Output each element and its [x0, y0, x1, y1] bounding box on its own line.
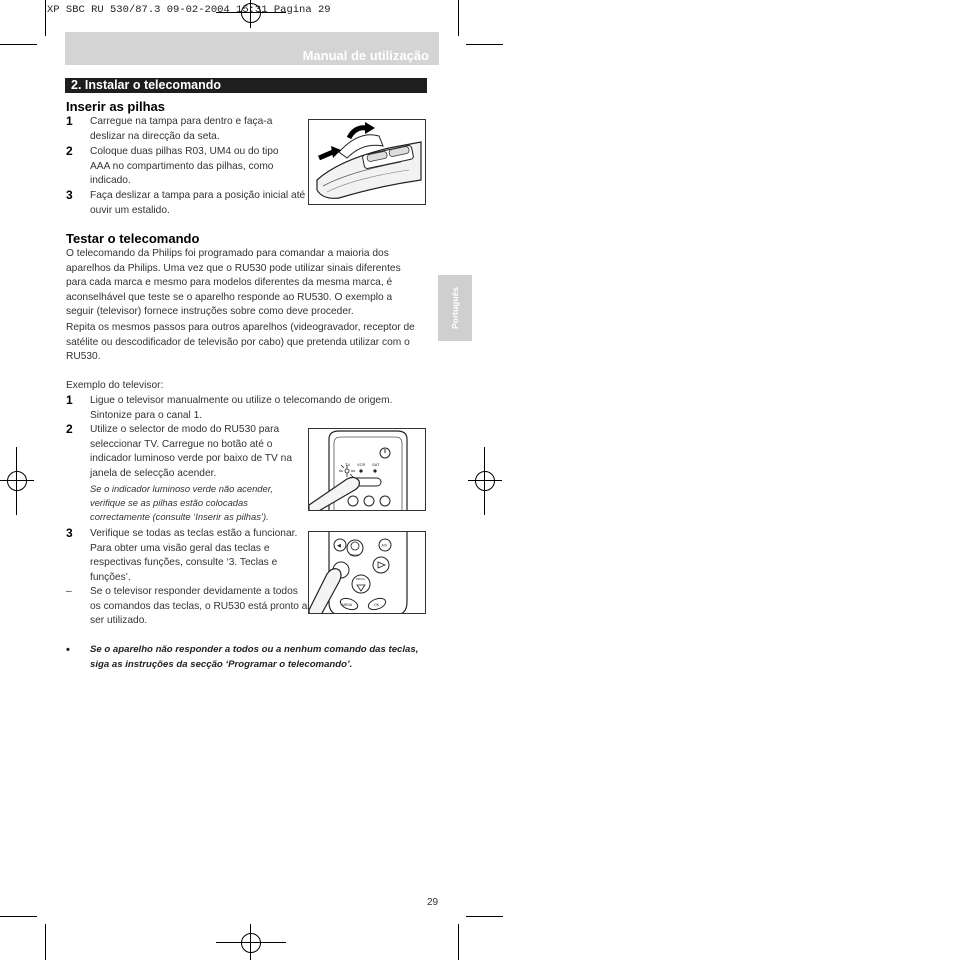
crop-mark — [458, 924, 459, 960]
step-number: 1 — [66, 114, 73, 128]
av-key-label: A/V — [381, 543, 388, 548]
heading-inserir: Inserir as pilhas — [66, 99, 165, 114]
dash-text: Se o televisor responder devidamente a todos os comandos das teclas, o RU530 está pronto a ser utilizado. — [90, 586, 308, 626]
language-tab — [438, 275, 472, 341]
step-note-italic: Se o indicador luminoso verde não acender, verifique se as pilhas estão colocadas correctamente (consulte ‘Inserir as pilhas’). — [90, 483, 273, 522]
navigation-keys-illustration — [308, 531, 426, 614]
page-number: 29 — [427, 897, 439, 908]
heading-testar: Testar o telecomando — [66, 231, 200, 246]
step-number: 3 — [66, 188, 73, 202]
crop-mark — [466, 916, 503, 917]
note-bullet: • — [66, 644, 70, 656]
battery-insertion-illustration — [308, 119, 426, 205]
step-text: Utilize o selector de modo do RU530 para seleccionar TV. Carregue no botão até o indicador luminoso verde por baixo de TV na janela de selecção acender. — [90, 424, 292, 479]
step-text: Carregue na tampa para dentro e faça-a deslizar na direcção da seta. — [90, 116, 273, 142]
step-number: 1 — [66, 393, 73, 407]
mode-label-sat: SAT — [372, 462, 380, 467]
step-number: 3 — [66, 526, 73, 540]
step-text: Faça deslizar a tampa para a posição inicial até ouvir um estalido. — [90, 190, 306, 216]
step-text: Coloque duas pilhas R03, UM4 ou do tipo AAA no compartimento das pilhas, como indicado. — [90, 146, 279, 186]
mode-selector-illustration — [308, 428, 426, 511]
step-number: 2 — [66, 144, 73, 158]
crop-mark — [45, 924, 46, 960]
crop-mark — [45, 0, 46, 36]
ok-key-label: OK — [374, 603, 380, 607]
crop-mark — [458, 0, 459, 36]
language-tab-label: Português — [450, 286, 460, 330]
crop-mark — [466, 44, 503, 45]
crop-mark — [0, 44, 37, 45]
printer-slug: XP SBC RU 530/87.3 09-02-2004 15:31 Pagina 29 — [47, 4, 331, 16]
section-title: 2. Instalar o telecomando — [65, 78, 427, 93]
dash-marker: – — [66, 586, 72, 597]
repeat-paragraph: Repita os mesmos passos para outros aparelhos (videogravador, receptor de satélite ou descodificador de televisão por cabo) que pretenda utilizar com o RU530. — [66, 322, 415, 362]
crop-mark — [0, 916, 37, 917]
example-label: Exemplo do televisor: — [66, 380, 164, 391]
step-number: 2 — [66, 422, 73, 436]
mode-label-tv: TV — [345, 462, 351, 467]
menu-key-label: MENU — [342, 603, 353, 607]
svg-text:◀: ◀ — [337, 543, 341, 549]
prog-down-label: PROG — [356, 577, 365, 581]
manual-title: Manual de utilização — [302, 48, 429, 63]
note-text: Se o aparelho não responder a todos ou a nenhum comando das teclas, siga as instruções da secção ‘Programar o telecomando’. — [90, 644, 419, 670]
prog-up-label: PROG — [350, 553, 359, 557]
step-text: Verifique se todas as teclas estão a funcionar. Para obter uma visão geral das teclas e respectivas funções, consulte ‘3. Teclas e funções’. — [90, 528, 298, 583]
step-text: Ligue o televisor manualmente ou utilize o telecomando de origem. Sintonize para o canal 1. — [90, 395, 393, 421]
mode-label-vcr: VCR — [357, 462, 366, 467]
header-band — [65, 32, 439, 65]
intro-paragraph: O telecomando da Philips foi programado para comandar a maioria dos aparelhos da Philips. Uma vez que o RU530 pode utilizar sinais diferentes para cada marca e mesmo para modelos diferentes da mesma marca, é aconselhável que teste se o aparelho responde ao RU530. O exemplo a seguir (televisor) fornece instruções sobre como deve proceder. — [66, 248, 401, 317]
